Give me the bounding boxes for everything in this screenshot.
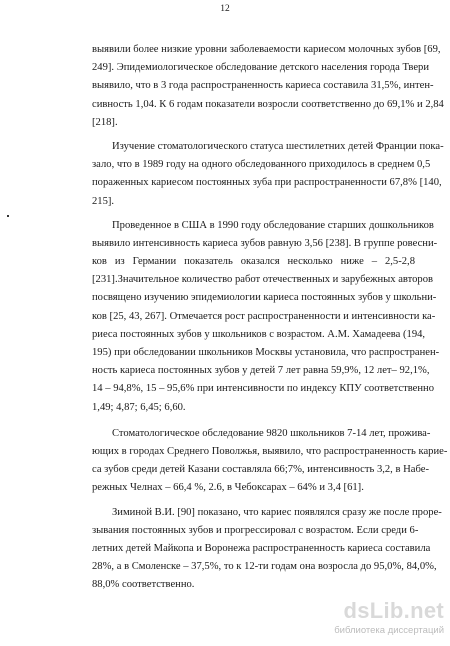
body-text — [92, 41, 448, 594]
text-line: сивность 1,04. К 6 годам показатели возросли соответственно до 69,1% и 2,84 — [92, 98, 444, 110]
text-line: выявило, что в 3 года распространенность кариеса составила 31,5%, интен- — [92, 80, 434, 92]
watermark-tagline: библиотека диссертаций — [334, 625, 444, 636]
text-line: летних детей Майкопа и Воронежа распространенность кариеса составила — [92, 542, 431, 554]
watermark-logo-main: dsLib — [343, 598, 404, 623]
watermark-logo-tld: net — [410, 598, 444, 623]
page-number: 12 — [220, 4, 230, 14]
text-line: зало, что в 1989 году на одного обследованного приходилось в среднем 0,5 — [92, 159, 431, 171]
text-line: 215]. — [92, 195, 115, 207]
text-line: пораженных кариесом постоянных зуба при распространенности 67,8% [140, — [92, 177, 442, 189]
text-line: 28%, а в Смоленске – 37,5%, то к 12-ти годам она возросла до 95,0%, 84,0%, — [92, 561, 437, 573]
text-line: режных Челнах – 66,4 %, 2.6, в Чебоксарах – 64% и 3,4 [61]. — [92, 482, 364, 494]
text-line: Стоматологическое обследование 9820 школьников 7-14 лет, прожива- — [112, 427, 431, 439]
text-line: Проведенное в США в 1990 году обследование старших дошкольников — [112, 219, 434, 231]
watermark — [314, 598, 444, 640]
text-line: [231].Значительное количество работ отечественных и зарубежных авторов — [92, 274, 434, 286]
paragraph — [92, 504, 442, 595]
text-line: са зубов среди детей Казани составляла 66;7%, интенсивность 3,2, в Набе- — [92, 464, 429, 476]
text-line: ков из Германии показатель оказался несколько ниже – 2,5-2,8 — [92, 256, 415, 268]
paragraph — [92, 41, 444, 132]
paragraph — [92, 217, 440, 417]
text-line: ков [25, 43, 267]. Отмечается рост распространенности и интенсивности ка- — [92, 310, 436, 322]
text-line: Зиминой В.И. [90] показано, что кариес появлялся сразу же после проре- — [112, 506, 442, 518]
text-line: [218]. — [92, 116, 118, 128]
watermark-logo-dot: . — [403, 598, 411, 623]
text-line: выявили более низкие уровни заболеваемости кариесом молочных зубов [69, — [92, 44, 441, 55]
text-line: посвящено изучению эпидемиологии кариеса постоянных зубов у школьни- — [92, 292, 437, 304]
text-line: 195) при обследовании школьников Москвы установила, что распространен- — [92, 347, 440, 358]
text-line: ность кариеса постоянных зубов у детей 7 лет равна 59,9%, 12 лет– 92,1%, — [92, 365, 430, 377]
text-line: 249]. Эпидемиологическое обследование детского населения города Твери — [92, 62, 430, 74]
text-line: 14 – 94,8%, 15 – 95,6% при интенсивности по индексу КПУ соответственно — [92, 383, 435, 395]
text-line: выявило интенсивность кариеса зубов равную 3,56 [238]. В группе ровесни- — [92, 237, 438, 249]
margin-mark — [7, 215, 9, 217]
text-line: риеса постоянных зубов у школьников с возрастом. А.М. Хамадеева (194, — [92, 328, 426, 340]
paragraph — [92, 425, 448, 498]
text-line: 1,49; 4,87; 6,45; 6,60. — [92, 401, 186, 413]
text-line: 88,0% соответственно. — [92, 579, 195, 591]
text-line: ющих в городах Среднего Поволжья, выявило, что распространенность карие- — [92, 445, 448, 457]
paragraph — [92, 138, 444, 211]
text-line: зывания постоянных зубов и прогрессировал с возрастом. Если среди 6- — [92, 524, 419, 536]
text-line: Изучение стоматологического статуса шестилетних детей Франции пока- — [112, 140, 444, 152]
watermark-logo — [344, 598, 445, 624]
